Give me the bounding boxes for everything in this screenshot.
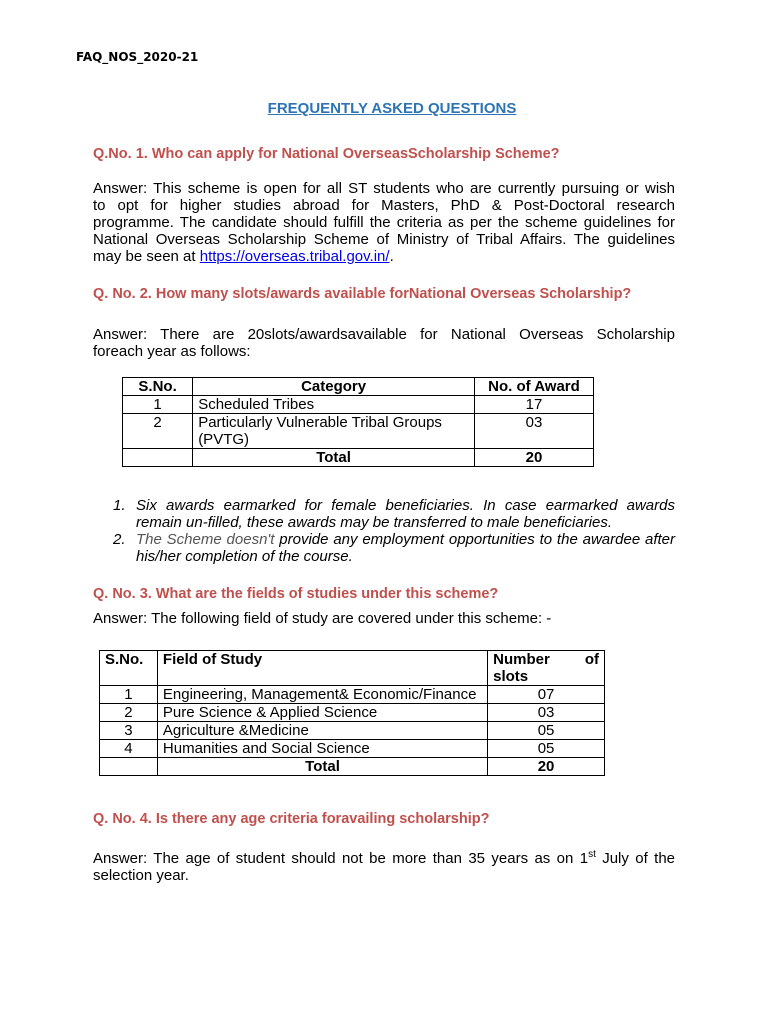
cell-count: 03 bbox=[488, 704, 605, 722]
list-item bbox=[93, 497, 675, 531]
header-count: No. of Award bbox=[474, 378, 593, 396]
answer-1 bbox=[93, 180, 675, 265]
cell-sno: 1 bbox=[123, 396, 193, 414]
cell-count: 05 bbox=[488, 740, 605, 758]
total-label: Total bbox=[157, 758, 487, 776]
guidelines-link[interactable]: https://overseas.tribal.gov.in/ bbox=[199, 248, 390, 265]
answer-1-line: to opt for higher studies abroad for Masters, PhD & Post-Doctoral research bbox=[93, 197, 675, 214]
ordinal-suffix: st bbox=[588, 849, 596, 860]
page-title: FREQUENTLY ASKED QUESTIONS bbox=[267, 100, 517, 117]
table-row bbox=[100, 722, 605, 740]
table-header-row bbox=[123, 378, 594, 396]
answer-1-line: National Overseas Scholarship Scheme of Ministry of Tribal Affairs. The guidelines bbox=[93, 231, 675, 248]
answer-4-text: Answer: The age of student should not be more than 35 years as on 1 bbox=[93, 850, 589, 867]
table-row bbox=[123, 414, 594, 449]
question-4: Q. No. 4. Is there any age criteria foravailing scholarship? bbox=[93, 811, 490, 827]
notes-list bbox=[93, 497, 675, 565]
header-count: Number of slots bbox=[488, 651, 605, 686]
table-row bbox=[100, 740, 605, 758]
answer-3: Answer: The following field of study are covered under this scheme: - bbox=[93, 610, 552, 627]
answer-1-text: . bbox=[389, 248, 394, 265]
answer-2-line: Answer: There are 20slots/awardsavailable for National Overseas Scholarship bbox=[93, 326, 675, 343]
answer-2 bbox=[93, 326, 675, 360]
list-item bbox=[93, 531, 675, 565]
answer-4-line: selection year. bbox=[93, 867, 189, 884]
note-text: provide any employment opportunities to the awardee after his/her completion of the course. bbox=[136, 531, 676, 565]
cell-count: 03 bbox=[474, 414, 593, 449]
table-row bbox=[100, 704, 605, 722]
cell-count: 17 bbox=[474, 396, 593, 414]
cell-field: Agriculture &Medicine bbox=[157, 722, 487, 740]
answer-1-line: Answer: This scheme is open for all ST students who are currently pursuing or wish bbox=[93, 180, 675, 197]
answer-1-line bbox=[93, 248, 675, 265]
header-category: Category bbox=[193, 378, 475, 396]
cell-field: Pure Science & Applied Science bbox=[157, 704, 487, 722]
fields-table bbox=[99, 650, 605, 776]
table-total-row bbox=[123, 449, 594, 467]
cell-category: Particularly Vulnerable Tribal Groups (PVTG) bbox=[193, 414, 475, 449]
awards-table bbox=[122, 377, 594, 467]
answer-4-line bbox=[93, 850, 675, 867]
header-field: Field of Study bbox=[157, 651, 487, 686]
table-row bbox=[123, 396, 594, 414]
total-label: Total bbox=[193, 449, 475, 467]
cell-empty bbox=[123, 449, 193, 467]
total-value: 20 bbox=[474, 449, 593, 467]
cell-count: 07 bbox=[488, 686, 605, 704]
cell-empty bbox=[100, 758, 158, 776]
cell-field: Humanities and Social Science bbox=[157, 740, 487, 758]
cell-sno: 2 bbox=[123, 414, 193, 449]
table-row bbox=[100, 686, 605, 704]
note-text-gray: The Scheme doesn't bbox=[136, 531, 275, 548]
header-sno: S.No. bbox=[123, 378, 193, 396]
note-number: 1. bbox=[113, 497, 126, 514]
cell-count: 05 bbox=[488, 722, 605, 740]
cell-sno: 2 bbox=[100, 704, 158, 722]
note-number: 2. bbox=[113, 531, 126, 548]
answer-2-line: foreach year as follows: bbox=[93, 343, 251, 360]
table-total-row bbox=[100, 758, 605, 776]
cell-sno: 3 bbox=[100, 722, 158, 740]
cell-sno: 1 bbox=[100, 686, 158, 704]
cell-sno: 4 bbox=[100, 740, 158, 758]
table-header-row bbox=[100, 651, 605, 686]
cell-category: Scheduled Tribes bbox=[193, 396, 475, 414]
answer-4 bbox=[93, 850, 675, 884]
answer-1-line: programme. The candidate should fulfill the criteria as per the scheme guidelines for bbox=[93, 214, 675, 231]
cell-field: Engineering, Management& Economic/Finance bbox=[157, 686, 487, 704]
question-1: Q.No. 1. Who can apply for National OverseasScholarship Scheme? bbox=[93, 146, 560, 162]
answer-1-text: may be seen at bbox=[93, 248, 200, 265]
header-sno: S.No. bbox=[100, 651, 158, 686]
note-text: Six awards earmarked for female beneficiaries. In case earmarked awards remain un-filled, these awards may be transferred to male beneficiaries. bbox=[136, 497, 675, 531]
question-2: Q. No. 2. How many slots/awards available forNational Overseas Scholarship? bbox=[93, 286, 632, 302]
total-value: 20 bbox=[488, 758, 605, 776]
question-3: Q. No. 3. What are the fields of studies under this scheme? bbox=[93, 586, 499, 602]
answer-4-text: July of the bbox=[595, 850, 675, 867]
document-code: FAQ_NOS_2020-21 bbox=[76, 50, 199, 64]
